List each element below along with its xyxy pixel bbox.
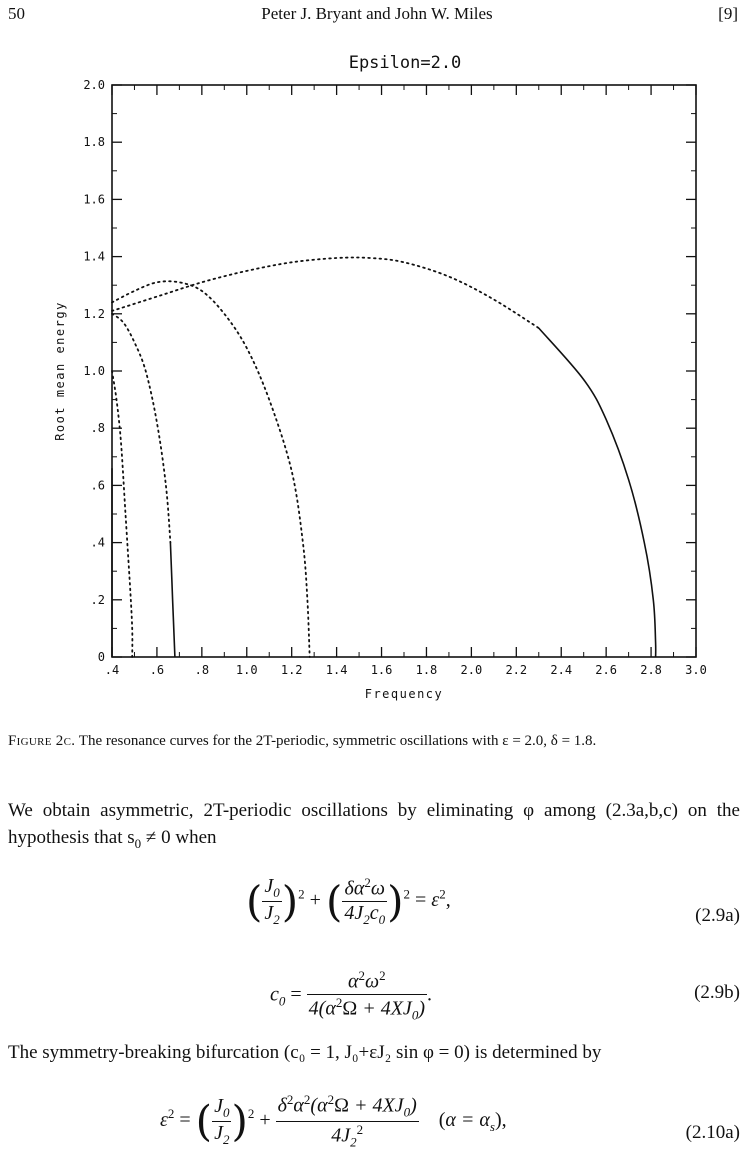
axis-ticks — [83, 78, 707, 677]
y-tick-label: 0 — [97, 650, 105, 664]
paragraph-2: The symmetry-breaking bifurcation (c₀ = 1, J₀+εJ₂ sin φ = 0) is determined by — [8, 1042, 602, 1063]
resonance-chart — [0, 40, 754, 710]
x-tick-label: .6 — [149, 663, 165, 677]
x-tick-label: .4 — [104, 663, 120, 677]
y-axis-label: Root mean energy — [53, 301, 67, 441]
plot-frame — [112, 85, 696, 657]
y-tick-label: .2 — [90, 592, 105, 607]
x-tick-label: 2.6 — [595, 663, 617, 677]
chart-title: Epsilon=2.0 — [348, 53, 462, 73]
y-tick-label: .8 — [90, 421, 105, 436]
x-tick-label: 1.0 — [235, 663, 258, 677]
x-tick-label: 1.6 — [370, 663, 393, 677]
series-curve-7-solid — [539, 328, 656, 657]
series-group — [112, 257, 656, 657]
caption-text: The resonance curves for the 2T-periodic, symmetric oscillations with ε = 2.0, δ = 1.8. — [78, 733, 597, 749]
y-tick-label: 1.4 — [83, 249, 105, 264]
x-tick-label: 3.0 — [685, 663, 707, 677]
y-tick-label: 1.8 — [83, 135, 105, 150]
reference-number: [9] — [718, 4, 738, 23]
page-number: 50 — [8, 4, 25, 23]
x-tick-label: 2.0 — [460, 663, 483, 677]
y-tick-label: 1.2 — [83, 306, 105, 321]
equation-2-9b-body: $c_0$ = $\frac{\alpha^2\omega^2}{4(\alpha^2\Omega + 4XJ_0)}$ . — [270, 968, 432, 1023]
equation-2-9a-body: ( $\frac{J_0}{J_2}$ )$^2$ + ( $\frac{\delta\alpha^2\omega}{4J_2c_0}$ )$^2 = \varepsilon^2$, — [246, 875, 451, 927]
y-tick-label: 1.0 — [83, 364, 105, 378]
x-axis-label: Frequency — [364, 687, 444, 701]
y-tick-label: .6 — [90, 478, 105, 493]
paragraph-1-text: We obtain asymmetric, 2T-periodic oscillations by eliminating φ among (2.3a,b,c) on the hypothesis that s — [8, 800, 740, 848]
equation-2-10a-body: $\varepsilon^2$ = ( $\frac{J_0}{J_2}$ )$^2$ + $\frac{\delta^2\alpha^2(\alpha^2\Omega + 4XJ_0)}{4J_2^2}$ $(\alpha = \alpha_s)$, — [160, 1092, 507, 1150]
series-curve-6-dotted — [112, 257, 539, 328]
paragraph-1-tail: ≠ 0 when — [141, 826, 217, 848]
y-tick-label: .4 — [90, 535, 105, 550]
figure-caption — [8, 732, 744, 752]
equation-number: (2.9a) — [695, 905, 740, 926]
series-curve-4-solid — [170, 543, 175, 657]
x-tick-label: .8 — [194, 663, 210, 677]
series-curve-5-dotted — [112, 281, 310, 657]
x-tick-label: 2.4 — [550, 663, 573, 677]
x-tick-label: 2.2 — [505, 663, 528, 677]
y-tick-label: 2.0 — [83, 78, 105, 92]
x-tick-label: 2.8 — [640, 663, 662, 677]
y-tick-label: 1.6 — [83, 192, 105, 207]
x-tick-label: 1.8 — [415, 663, 438, 677]
x-tick-label: 1.4 — [325, 663, 348, 677]
equation-number: (2.10a) — [685, 1122, 740, 1143]
caption-label: Figure 2c. — [8, 733, 76, 749]
running-header: Peter J. Bryant and John W. Miles — [261, 4, 493, 23]
paragraph-1 — [8, 798, 740, 853]
equation-number: (2.9b) — [694, 982, 740, 1003]
paragraph-1-sub: 0 — [134, 835, 142, 851]
x-tick-label: 1.2 — [280, 663, 303, 677]
